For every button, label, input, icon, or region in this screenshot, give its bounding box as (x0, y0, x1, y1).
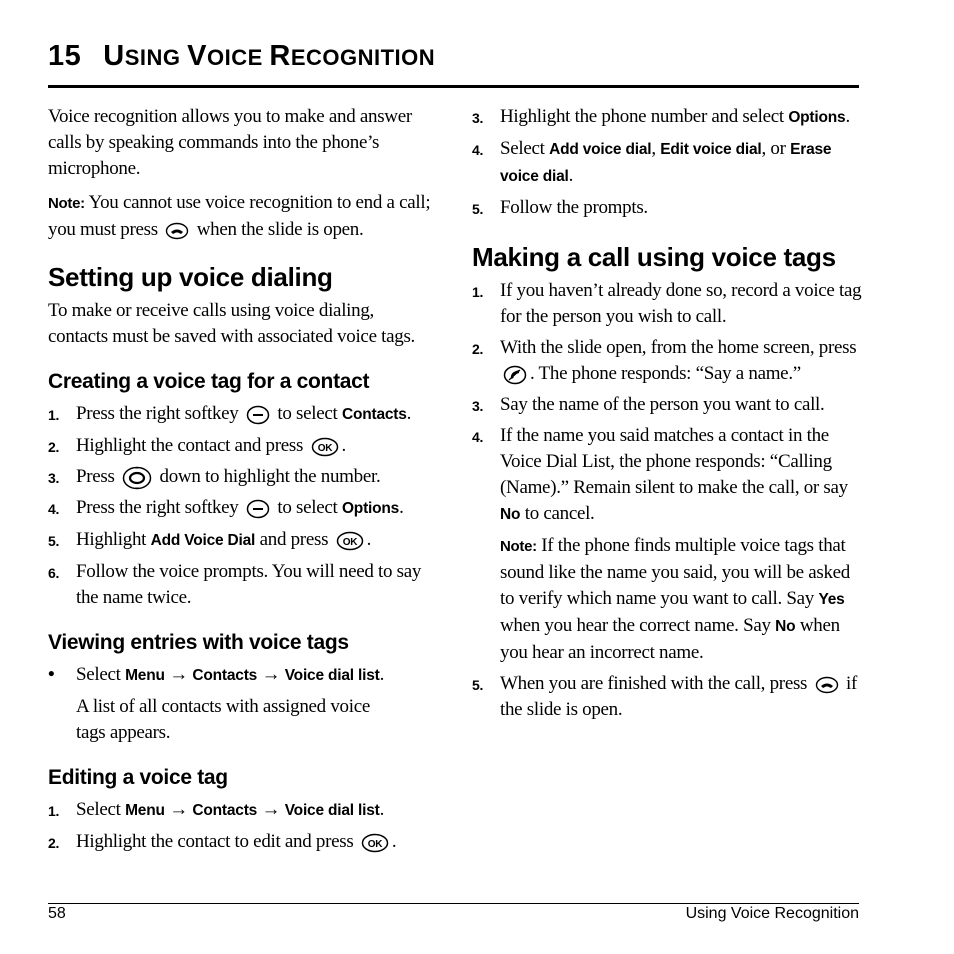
step-number: 1. (48, 407, 60, 423)
list-item (48, 797, 438, 824)
step-text: to select (277, 403, 338, 424)
step-text: If you haven’t already done so, record a voice tag for the person you wish to call. (500, 280, 862, 327)
arrow: → (169, 664, 188, 685)
footer-title: Using Voice Recognition (685, 905, 859, 922)
arrow: → (261, 664, 281, 685)
step-number: 1. (48, 803, 60, 819)
note-text: You cannot use voice recognition to end a call; you must press (48, 192, 431, 240)
ok-label: OK (367, 838, 383, 850)
step-text: . (391, 831, 397, 852)
step-text: and press (259, 529, 329, 550)
chapter-title-part: V (187, 40, 207, 72)
heading-viewing: Viewing entries with voice tags (48, 631, 349, 654)
step-number: 2. (472, 341, 484, 357)
step-text: When you are finished with the call, press (500, 673, 808, 694)
header-rule (48, 85, 859, 88)
step-text: . (568, 165, 574, 186)
step-key: No (500, 506, 521, 523)
softkey-icon (246, 405, 270, 425)
chapter-number: 15 (48, 40, 82, 72)
step-key: No (775, 618, 796, 635)
ok-key-icon (311, 437, 339, 457)
step-text: . (845, 106, 850, 127)
step-text: Select (76, 664, 121, 685)
heading-setup: Setting up voice dialing (48, 262, 333, 292)
list-item (48, 495, 438, 522)
list-item (48, 401, 438, 428)
step-key: Menu (125, 802, 165, 819)
step-text: With the slide open, from the home screen, press (500, 337, 857, 358)
step-text: If the name you said matches a contact in the Voice Dial List, the phone responds: “Calling (Name).” Remain silent to make the call, or say (500, 425, 848, 498)
page-number: 58 (48, 905, 66, 922)
step-text: . The phone responds: “Say a name.” (530, 363, 801, 384)
note-text: If the phone finds multiple voice tags that sound like the name you said, you will be asked to verify which name you want to call. Say (500, 535, 850, 609)
step-text: to cancel. (524, 503, 595, 524)
chapter-title-part: SING (124, 45, 188, 70)
heading-creating: Creating a voice tag for a contact (48, 370, 370, 393)
step-number: 3. (472, 398, 484, 414)
viewing-text: A list of all contacts with assigned voice tags appears. (76, 696, 370, 743)
step-text: to select (277, 497, 338, 518)
list-item (48, 662, 438, 689)
step-number: 2. (48, 439, 60, 455)
step-key: Edit voice dial (660, 141, 762, 158)
right-column (472, 104, 862, 723)
list-item (48, 464, 438, 490)
intro-text: Voice recognition allows you to make and answer calls by speaking commands into the phone’s microphone. (48, 106, 412, 179)
list-item (472, 136, 862, 190)
list-item (48, 559, 438, 611)
softkey-icon (246, 499, 270, 519)
step-key: Contacts (192, 802, 258, 819)
step-number: 6. (48, 565, 60, 581)
step-number: 4. (48, 501, 60, 517)
step-number: 4. (472, 142, 484, 158)
step-text: , (651, 138, 656, 159)
voice-key-icon (503, 365, 527, 385)
step-text: Follow the prompts. (500, 197, 648, 218)
list-item (472, 423, 862, 528)
ok-key-icon (336, 531, 364, 551)
note-label: Note: (48, 195, 85, 212)
step-number: 5. (48, 533, 60, 549)
list-item (472, 195, 862, 221)
ok-label: OK (342, 536, 357, 548)
navigation-key-icon (122, 466, 152, 490)
ok-label: OK (317, 442, 332, 454)
making-note (472, 533, 862, 666)
setup-text: To make or receive calls using voice dialing, contacts must be saved with associated voice tags. (48, 300, 416, 347)
step-text: Follow the voice prompts. You will need to say the name twice. (76, 561, 422, 608)
step-text: . (399, 497, 404, 518)
step-key: Contacts (341, 406, 407, 423)
step-key: Yes (818, 591, 845, 608)
step-text: . (366, 529, 372, 550)
step-number: 2. (48, 835, 60, 851)
step-key: Options (341, 500, 400, 517)
step-key: Voice dial list (284, 667, 380, 684)
list-item (48, 829, 438, 855)
step-number: 1. (472, 284, 484, 300)
step-text: Highlight the contact and press (76, 435, 304, 456)
step-number: 3. (48, 470, 60, 486)
list-item (472, 278, 862, 330)
list-item (472, 104, 862, 131)
step-number: 5. (472, 201, 484, 217)
end-key-icon (165, 222, 189, 240)
ok-key-icon (361, 833, 389, 853)
arrow: → (261, 799, 281, 820)
step-text: if the slide is open. (500, 673, 858, 720)
step-number: 5. (472, 677, 484, 693)
footer-rule (48, 903, 859, 904)
note-text: when you hear the correct name. Say (500, 615, 771, 636)
chapter-title-part: OICE (206, 45, 270, 70)
chapter-title (48, 40, 435, 73)
step-text: Press the right softkey (76, 497, 239, 518)
step-text: Select (500, 138, 545, 159)
step-key: Voice dial list (284, 802, 380, 819)
step-key: Menu (125, 667, 165, 684)
step-text: down to highlight the number. (159, 466, 381, 487)
step-text: Press (76, 466, 115, 487)
list-item (472, 392, 862, 418)
list-item (472, 335, 862, 387)
chapter-title-part: U (103, 40, 125, 72)
step-text: Highlight (76, 529, 147, 550)
step-text: , or (761, 138, 786, 159)
step-key: Options (788, 109, 846, 126)
heading-editing: Editing a voice tag (48, 766, 228, 789)
step-text: . (379, 664, 385, 685)
step-key: Add Voice Dial (150, 532, 256, 549)
arrow: → (169, 799, 188, 820)
step-text: Select (76, 799, 121, 820)
step-text: . (379, 799, 385, 820)
step-key: Add voice dial (549, 141, 652, 158)
heading-making: Making a call using voice tags (472, 242, 836, 272)
note-label: Note: (500, 538, 537, 555)
step-text: . (406, 403, 412, 424)
step-text: . (341, 435, 346, 456)
step-text: Say the name of the person you want to call. (500, 394, 825, 415)
list-item (48, 527, 438, 554)
step-text: Highlight the phone number and select (500, 106, 784, 127)
chapter-title-part: R (269, 40, 291, 72)
step-number: 4. (472, 429, 484, 445)
step-number: 3. (472, 110, 484, 126)
end-key-icon (815, 676, 839, 694)
note-text: when you hear an incorrect name. (500, 615, 840, 663)
bullet: • (48, 664, 55, 685)
left-column (48, 104, 438, 855)
note-text: when the slide is open. (196, 219, 364, 240)
list-item (472, 671, 862, 723)
list-item (48, 433, 438, 459)
step-text: Press the right softkey (76, 403, 239, 424)
step-text: Highlight the contact to edit and press (76, 831, 354, 852)
step-key: Erase voice dial (500, 141, 832, 185)
chapter-title-part: ECOGNITION (290, 45, 436, 70)
intro-note (48, 190, 438, 243)
step-key: Contacts (192, 667, 258, 684)
